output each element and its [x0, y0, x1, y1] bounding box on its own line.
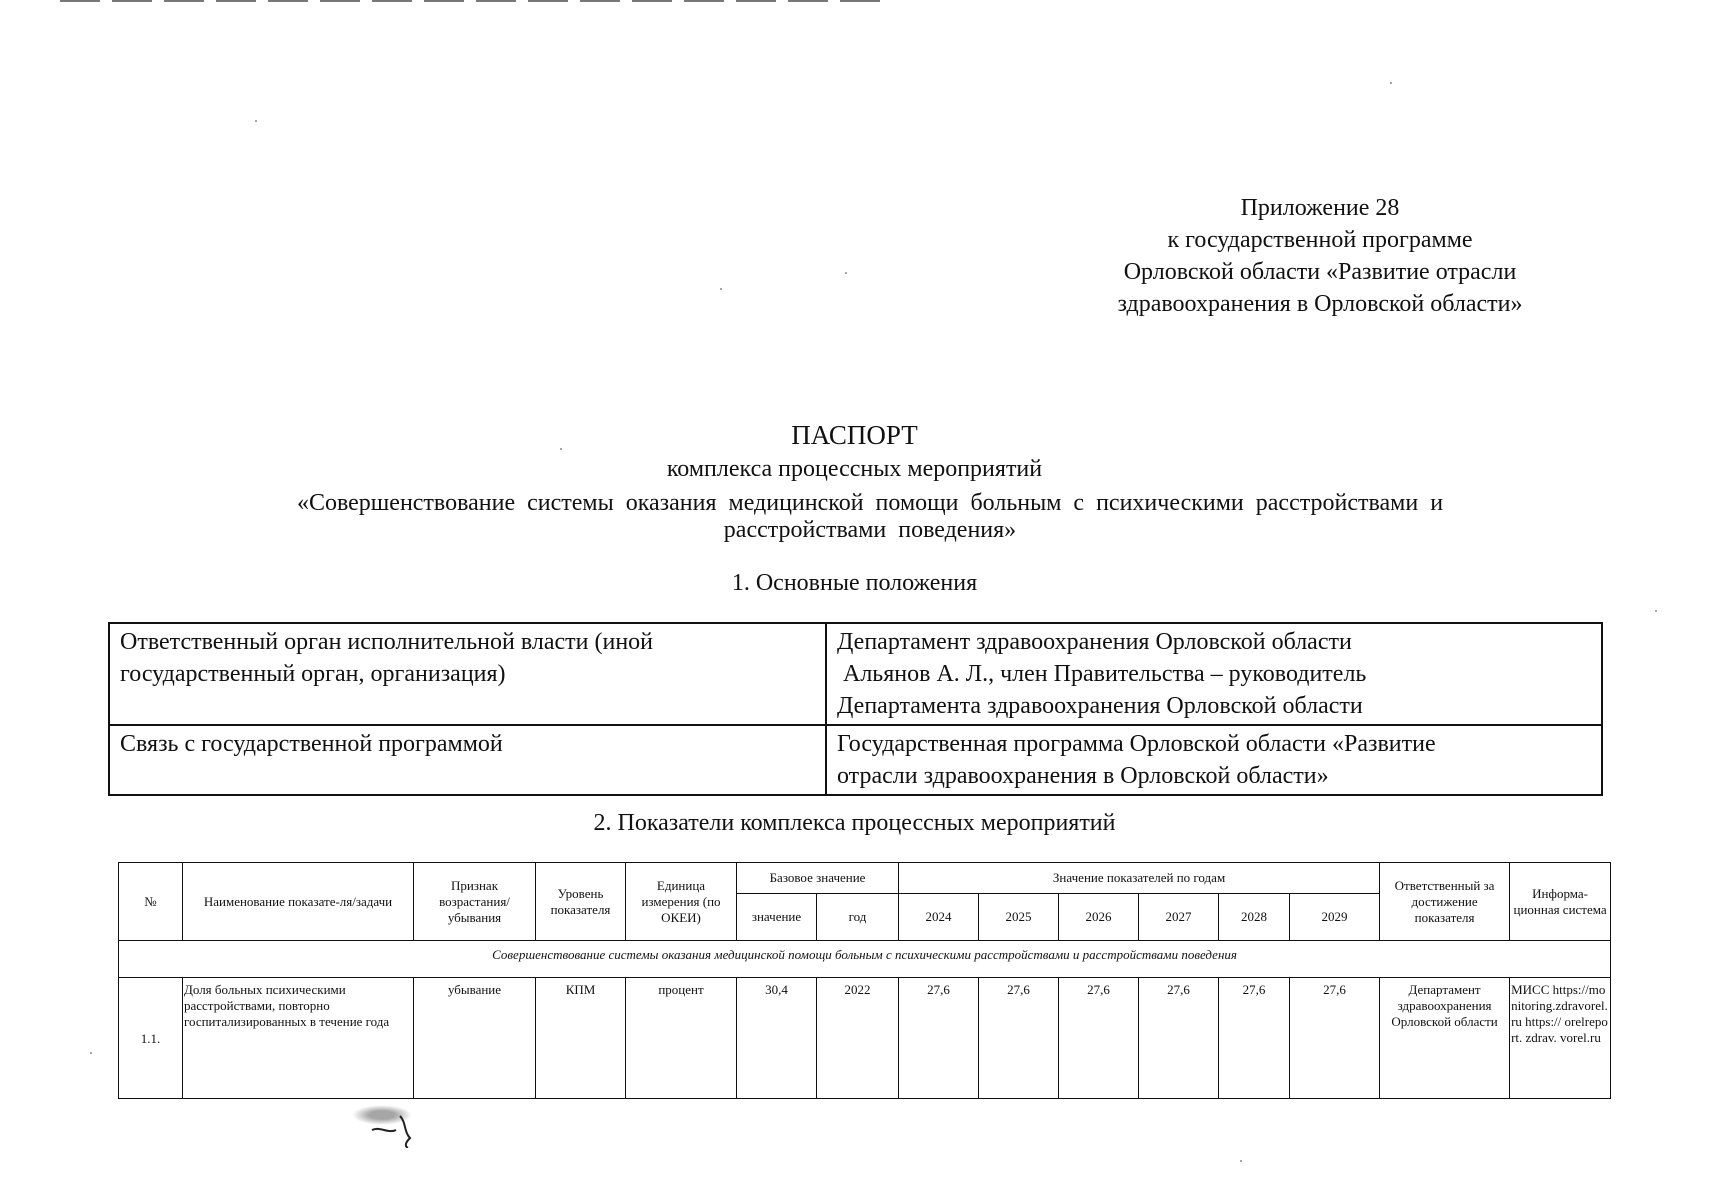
header-year: 2026 — [1059, 894, 1139, 941]
appendix-line: Орловской области «Развитие отрасли — [1123, 259, 1517, 285]
row-value: 27,6 — [979, 978, 1059, 1099]
task-title: Совершенствование системы оказания медицинской помощи больным с психическими расстройствами и расстройствами поведения — [119, 941, 1611, 978]
section2-heading: 2. Показатели комплекса процессных мероприятий — [593, 810, 1116, 836]
header-base-value: значение — [737, 894, 817, 941]
passport-name-line: «Совершенствование системы оказания медицинской помощи больным с психическими расстройствами и — [296, 490, 1444, 516]
scan-dust — [90, 1052, 92, 1054]
passport-name — [170, 490, 1570, 544]
provision-value-line: Департамент здравоохранения Орловской области — [837, 629, 1352, 655]
provision-value-line: Альянов А. Л., член Правительства – руководитель — [837, 661, 1367, 687]
row-unit: процент — [626, 978, 737, 1099]
header-year: 2024 — [899, 894, 979, 941]
provision-value-line: отрасли здравоохранения в Орловской области» — [837, 763, 1329, 789]
table-row — [109, 623, 1602, 725]
provision-label: Ответственный орган исполнительной власти (иной государственный орган, организация) — [109, 623, 826, 725]
basic-provisions-table — [108, 622, 1603, 796]
provision-value — [826, 623, 1602, 725]
row-value: 27,6 — [899, 978, 979, 1099]
header-base-year: год — [817, 894, 899, 941]
header-unit: Единица измерения (по ОКЕИ) — [626, 863, 737, 941]
scan-dust — [845, 272, 847, 274]
row-base-value: 30,4 — [737, 978, 817, 1099]
provision-label: Связь с государственной программой — [109, 725, 826, 795]
header-sign: Признак возрастания/ убывания — [414, 863, 536, 941]
table-row — [109, 725, 1602, 795]
appendix-line: здравоохранения в Орловской области» — [1117, 291, 1523, 317]
header-name: Наименование показате-ля/задачи — [183, 863, 414, 941]
scan-dust — [1240, 1160, 1242, 1162]
provision-value — [826, 725, 1602, 795]
row-value: 27,6 — [1290, 978, 1380, 1099]
table-row — [119, 978, 1611, 1099]
header-year: 2027 — [1139, 894, 1219, 941]
row-level: КПМ — [536, 978, 626, 1099]
provision-value-line: Департамента здравоохранения Орловской области — [837, 693, 1363, 719]
row-info: МИСС https://monitoring.zdravorel.ru https:// orelreport. zdrav. vorel.ru — [1510, 978, 1611, 1099]
row-value: 27,6 — [1219, 978, 1290, 1099]
appendix-header — [1060, 192, 1580, 320]
table-header-row — [119, 863, 1611, 894]
row-sign: убывание — [414, 978, 536, 1099]
task-row — [119, 941, 1611, 978]
appendix-line: к государственной программе — [1167, 227, 1473, 253]
row-name: Доля больных психическими расстройствами, повторно госпитализированных в течение года — [183, 978, 414, 1099]
scan-dust — [720, 288, 722, 290]
row-value: 27,6 — [1139, 978, 1219, 1099]
scan-dust — [1655, 610, 1657, 612]
provision-value-line: Государственная программа Орловской области «Развитие — [837, 731, 1436, 757]
passport-name-line: расстройствами поведения» — [723, 517, 1017, 543]
row-value: 27,6 — [1059, 978, 1139, 1099]
row-responsible: Департамент здравоохранения Орловской области — [1380, 978, 1510, 1099]
header-base: Базовое значение — [737, 863, 899, 894]
scan-dust — [1390, 82, 1392, 84]
header-num: № — [119, 863, 183, 941]
indicators-table — [118, 862, 1611, 1099]
header-year: 2029 — [1290, 894, 1380, 941]
header-info: Информа-ционная система — [1510, 863, 1611, 941]
row-num: 1.1. — [119, 978, 183, 1099]
scan-edge-line — [60, 0, 880, 2]
header-year: 2025 — [979, 894, 1059, 941]
passport-subtitle: комплекса процессных мероприятий — [666, 456, 1043, 482]
header-level: Уровень показателя — [536, 863, 626, 941]
scan-dust — [560, 448, 562, 450]
header-year: 2028 — [1219, 894, 1290, 941]
header-years-group: Значение показателей по годам — [899, 863, 1380, 894]
row-base-year: 2022 — [817, 978, 899, 1099]
passport-title: ПАСПОРТ — [791, 420, 918, 450]
section1-heading: 1. Основные положения — [731, 570, 978, 596]
scan-dust — [255, 120, 257, 122]
header-responsible: Ответственный за достижение показателя — [1380, 863, 1510, 941]
pen-scribble — [370, 1108, 420, 1148]
appendix-line: Приложение 28 — [1240, 195, 1400, 221]
